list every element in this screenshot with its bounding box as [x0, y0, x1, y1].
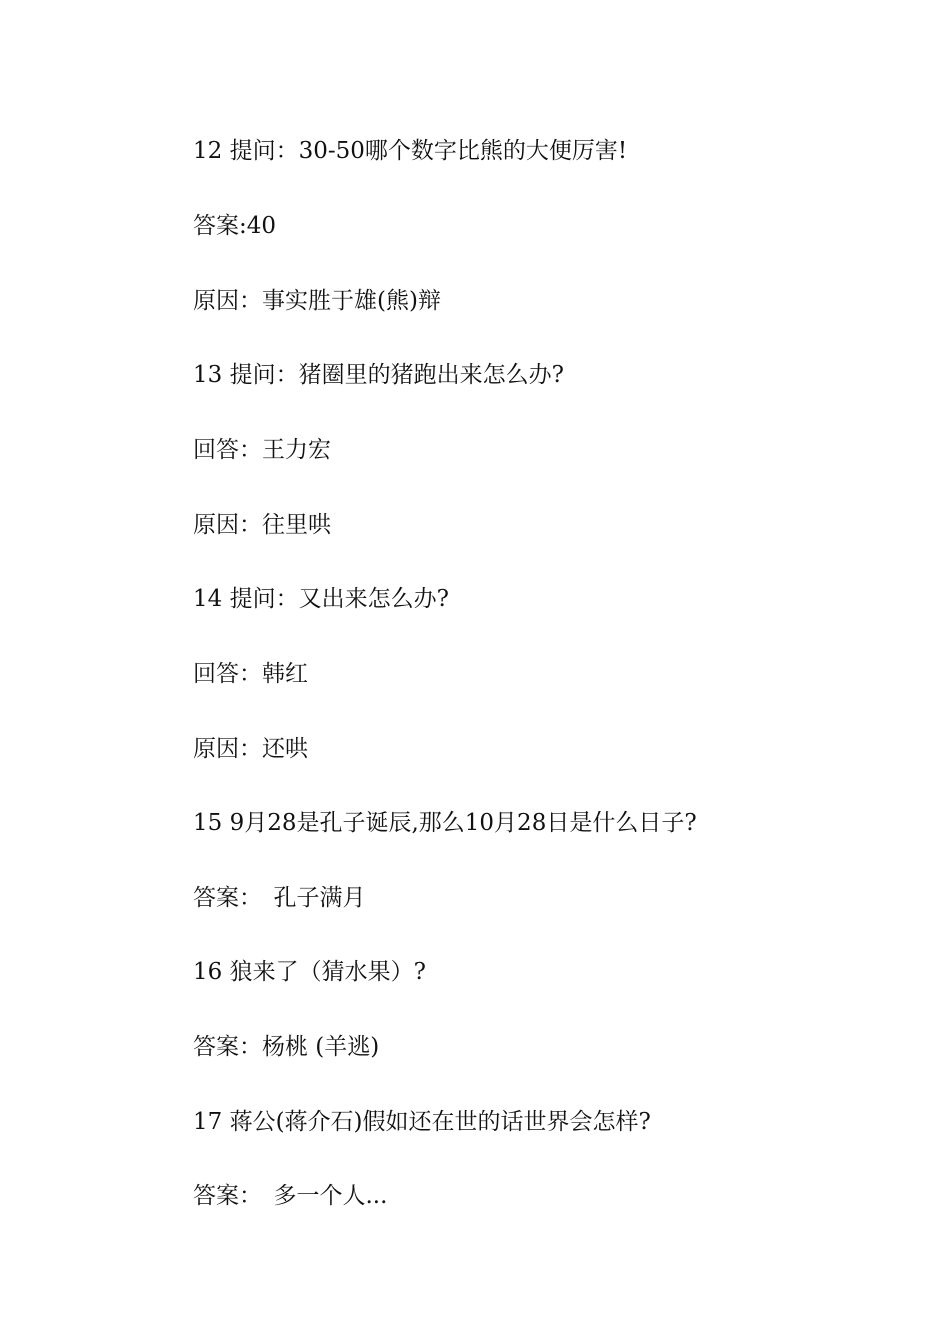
- reason-12: 原因：事实胜于雄(熊)辩: [193, 288, 441, 314]
- answer-17: 答案： 多一个人...: [193, 1183, 388, 1209]
- question-13: 13 提问：猪圈里的猪跑出来怎么办?: [193, 362, 564, 388]
- answer-14: 回答：韩红: [193, 661, 308, 687]
- reason-13: 原因：往里哄: [193, 512, 331, 538]
- question-12: 12 提问：30-50哪个数字比熊的大便厉害!: [193, 138, 628, 164]
- question-15: 15 9月28是孔子诞辰,那么10月28日是什么日子?: [193, 810, 697, 836]
- question-16: 16 狼来了（猜水果）?: [193, 959, 426, 985]
- answer-13: 回答：王力宏: [193, 437, 331, 463]
- answer-16: 答案：杨桃 (羊逃): [193, 1034, 380, 1060]
- question-14: 14 提问：又出来怎么办?: [193, 586, 449, 612]
- answer-12: 答案:40: [193, 213, 277, 239]
- reason-14: 原因：还哄: [193, 736, 308, 762]
- question-17: 17 蒋公(蒋介石)假如还在世的话世界会怎样?: [193, 1109, 651, 1135]
- answer-15: 答案： 孔子满月: [193, 885, 366, 911]
